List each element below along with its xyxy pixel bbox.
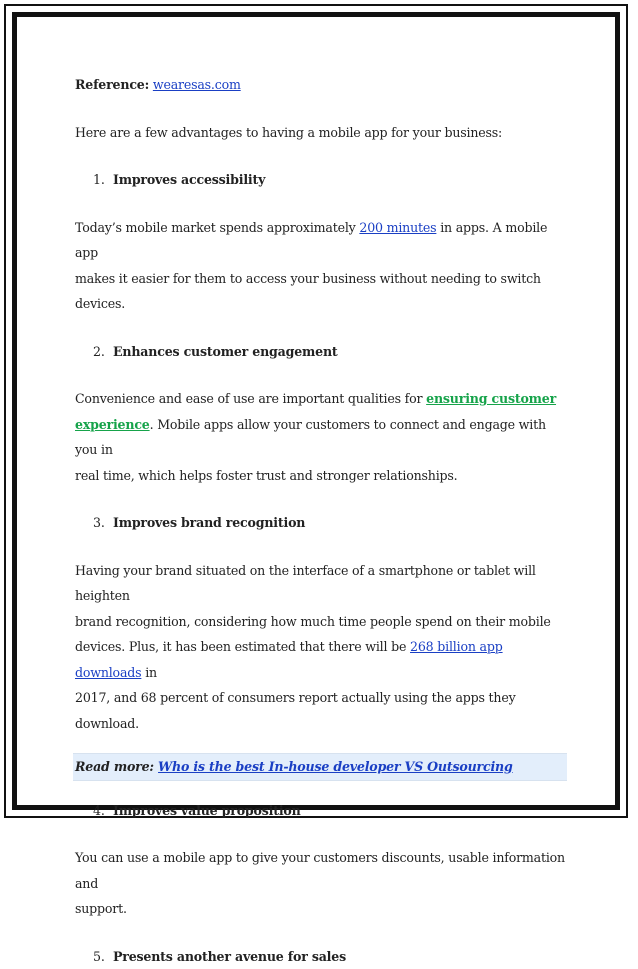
paragraph-accessibility: Today’s mobile market spends approximately 200 minutes in apps. A mobile app makes it easier for them to access your business without needing to switch devices. xyxy=(75,215,565,317)
customer-experience-link-part2[interactable]: experience xyxy=(75,417,150,432)
list-item-title: Enhances customer engagement xyxy=(113,344,338,359)
read-more-banner xyxy=(73,753,567,781)
reference-label: Reference: xyxy=(75,77,149,92)
paragraph-brand: Having your brand situated on the interface of a smartphone or tablet will heighten brand recognition, considering how much time people spend on their mobile devices. Plus, it has been estimated that there will be 268 billion app downloads in 2017, and 68 percent of consumers report actually using the apps they download. xyxy=(75,558,565,737)
paragraph-value: You can use a mobile app to give your customers discounts, usable information and support. xyxy=(75,845,565,922)
reference-link[interactable]: wearesas.com xyxy=(153,77,241,92)
list-item-3: 3. Improves brand recognition xyxy=(75,510,565,536)
list-item-5: 5. Presents another avenue for sales xyxy=(75,944,565,969)
document-body xyxy=(75,72,565,969)
list-item-title: Presents another avenue for sales xyxy=(113,949,346,964)
read-more-label: Read more: xyxy=(75,759,154,774)
customer-experience-link-part1[interactable]: ensuring customer xyxy=(426,391,556,406)
intro-text: Here are a few advantages to having a mobile app for your business: xyxy=(75,120,565,146)
list-item-title: Improves accessibility xyxy=(113,172,265,187)
reference-line xyxy=(75,72,565,98)
list-item-title: Improves brand recognition xyxy=(113,515,305,530)
list-item-2: 2. Enhances customer engagement xyxy=(75,339,565,365)
read-more-link[interactable]: Who is the best In-house developer VS Outsourcing xyxy=(158,759,513,774)
paragraph-engagement: Convenience and ease of use are important qualities for ensuring customer experience. Mobile apps allow your customers to connect and engage with you in real time, which helps foster trust and stronger relationships. xyxy=(75,386,565,488)
minutes-link[interactable]: 200 minutes xyxy=(359,220,436,235)
downloads-link[interactable]: 268 billion app downloads xyxy=(75,639,503,680)
list-item-4: 4. Improves value proposition xyxy=(75,798,565,824)
list-item-1: 1. Improves accessibility xyxy=(75,167,565,193)
list-item-title: Improves value proposition xyxy=(113,803,301,818)
